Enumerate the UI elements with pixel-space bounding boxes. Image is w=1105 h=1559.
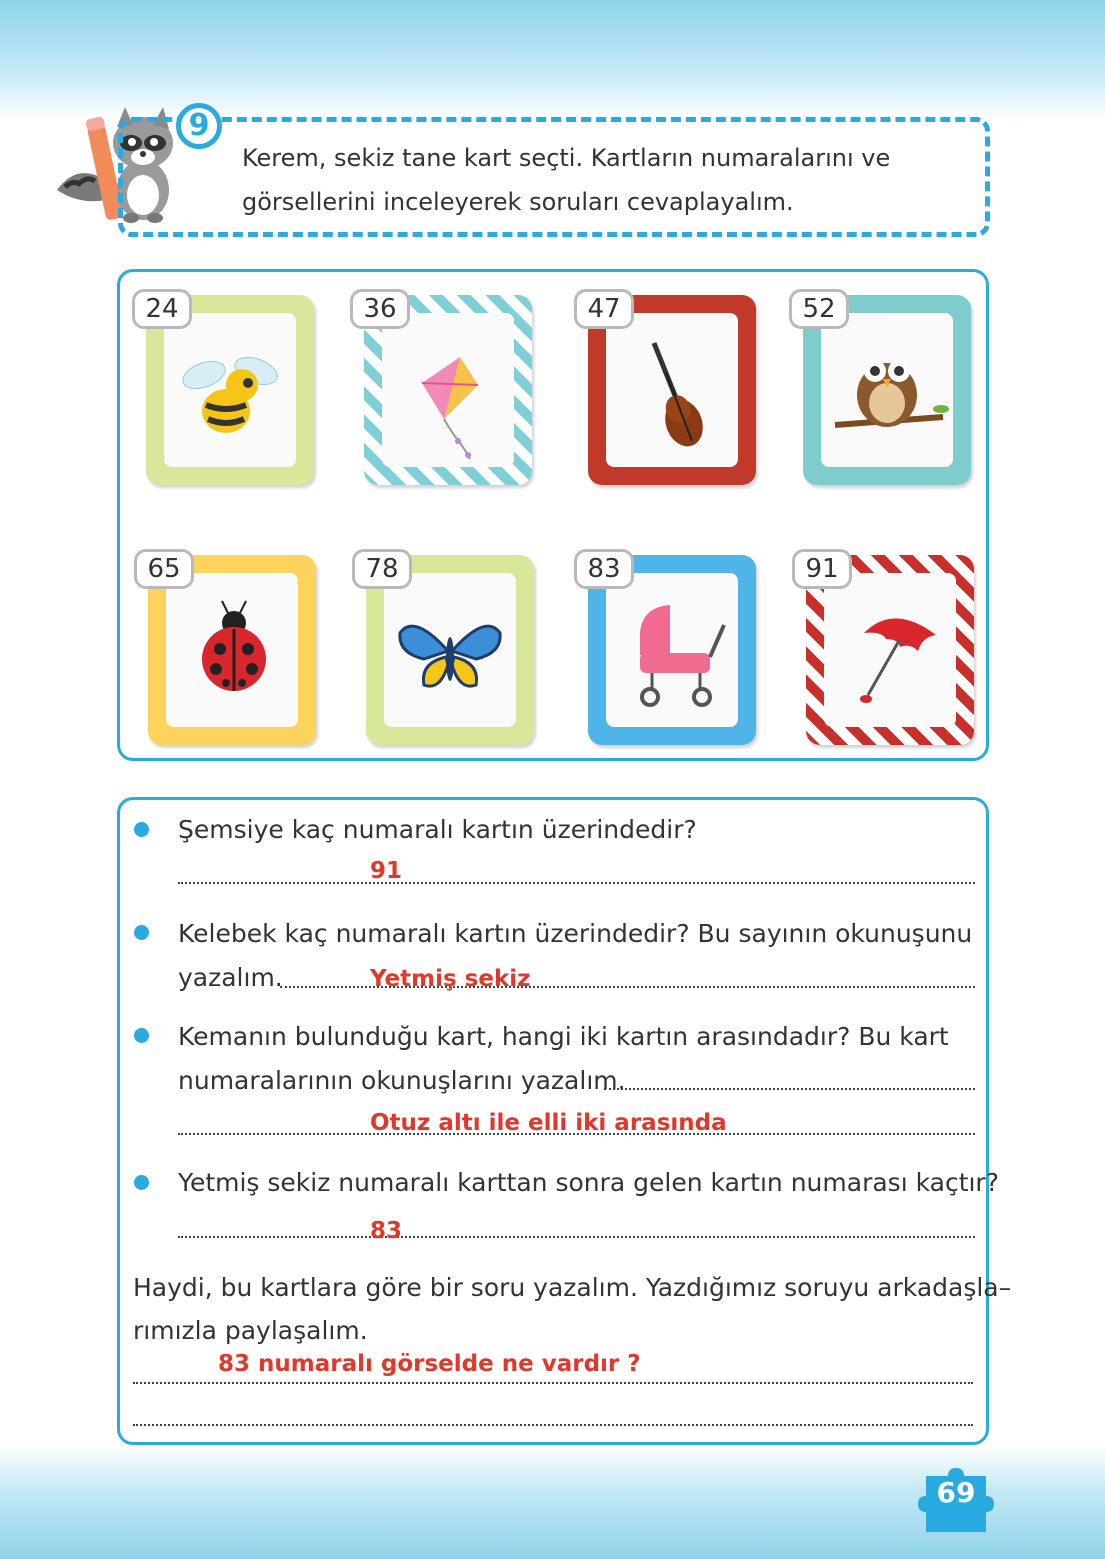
card-number: 65 [134, 549, 194, 589]
bullet-icon [134, 1175, 149, 1190]
umbrella-icon [824, 573, 956, 727]
bullet-icon [134, 925, 149, 940]
answer-1: 91 [370, 858, 403, 884]
card-78 [366, 555, 534, 745]
question-3-line-2: numaralarının okunuşlarını yazalım. [178, 1066, 626, 1095]
question-4-text: Yetmiş sekiz numaralı karttan sonra gelen kartın numarası kaçtır? [178, 1168, 999, 1197]
card-36 [364, 295, 532, 485]
answer-line-4[interactable] [178, 1236, 975, 1238]
card-number: 47 [574, 289, 634, 329]
task-line-1: Haydi, bu kartlara göre bir soru yazalım. Yazdığımız soruyu arkadaşla– [133, 1273, 1012, 1302]
kite-icon [382, 313, 514, 467]
task-answer: 83 numaralı görselde ne vardır ? [218, 1351, 641, 1377]
page-number: 69 [936, 1476, 976, 1509]
owl-icon [821, 313, 953, 467]
intro-line-2: görsellerini inceleyerek soruları cevaplayalım. [242, 188, 794, 216]
task-line-2: rımızla paylaşalım. [133, 1316, 368, 1345]
violin-icon [606, 313, 738, 467]
card-number: 91 [792, 549, 852, 589]
card-52 [803, 295, 971, 485]
bullet-icon [134, 822, 149, 837]
intro-line-1: Kerem, sekiz tane kart seçti. Kartların numaralarını ve [242, 144, 891, 172]
question-number-badge: 9 [176, 103, 222, 149]
question-3-line-1: Kemanın bulunduğu kart, hangi iki kartın arasındadır? Bu kart [178, 1022, 949, 1051]
card-number: 83 [574, 549, 634, 589]
card-number: 36 [350, 289, 410, 329]
answer-line-1[interactable] [178, 882, 975, 884]
answer-4: 83 [370, 1218, 403, 1244]
question-2-line-2: yazalım. [178, 963, 283, 992]
card-83 [588, 555, 756, 745]
top-band [0, 0, 1105, 120]
card-47 [588, 295, 756, 485]
answer-3: Otuz altı ile elli iki arasında [370, 1110, 727, 1136]
question-2-line-1: Kelebek kaç numaralı kartın üzerindedir? Bu sayının okunuşunu [178, 919, 973, 948]
card-24 [146, 295, 314, 485]
question-1-text: Şemsiye kaç numaralı kartın üzerindedir? [178, 815, 697, 844]
answer-2: Yetmiş sekiz [370, 966, 531, 992]
card-65 [148, 555, 316, 745]
answer-line-3a[interactable] [604, 1088, 975, 1090]
task-answer-line-2[interactable] [133, 1424, 973, 1426]
stroller-icon [606, 573, 738, 727]
intro-text [242, 136, 942, 224]
bee-icon [164, 313, 296, 467]
card-number: 52 [789, 289, 849, 329]
bullet-icon [134, 1028, 149, 1043]
card-number: 24 [132, 289, 192, 329]
task-answer-line-1[interactable] [133, 1382, 973, 1384]
card-number: 78 [352, 549, 412, 589]
ladybug-icon [166, 573, 298, 727]
card-91 [806, 555, 974, 745]
butterfly-icon [384, 573, 516, 727]
